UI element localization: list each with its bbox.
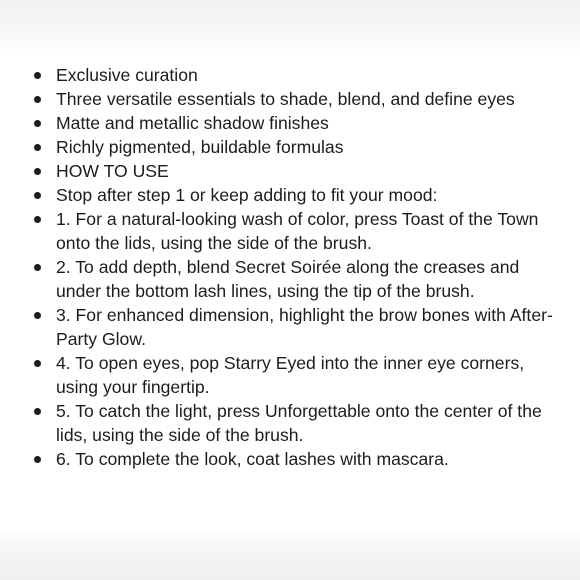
list-item-step [0, 351, 560, 399]
list-item [0, 183, 560, 207]
bullet-icon [34, 96, 41, 103]
bullet-icon [34, 216, 41, 223]
list-item [0, 63, 560, 87]
bullet-icon [34, 456, 41, 463]
bullet-icon [34, 264, 41, 271]
product-details-list [0, 63, 560, 471]
list-item-heading [0, 159, 560, 183]
list-item-step [0, 255, 560, 303]
list-item-step [0, 399, 560, 447]
list-item-text: 6. To complete the look, coat lashes with mascara. [56, 449, 449, 469]
list-item-step [0, 303, 560, 351]
bullet-icon [34, 144, 41, 151]
list-item-text: 3. For enhanced dimension, highlight the brow bones with After-Party Glow. [56, 305, 553, 349]
bottom-background-band [0, 528, 580, 580]
bullet-icon [34, 408, 41, 415]
list-item-text: 4. To open eyes, pop Starry Eyed into the inner eye corners, using your fingertip. [56, 353, 525, 397]
list-item-text: 2. To add depth, blend Secret Soirée along the creases and under the bottom lash lines, using the tip of the brush. [56, 257, 520, 301]
bullet-icon [34, 360, 41, 367]
product-details-panel [0, 52, 580, 528]
bullet-icon [34, 72, 41, 79]
list-item-step [0, 447, 560, 471]
list-item-text: Three versatile essentials to shade, blend, and define eyes [56, 89, 515, 109]
list-item [0, 111, 560, 135]
list-item-text: Exclusive curation [56, 65, 198, 85]
list-item-text: Stop after step 1 or keep adding to fit your mood: [56, 185, 438, 205]
list-item-text: 5. To catch the light, press Unforgettable onto the center of the lids, using the side of the brush. [56, 401, 542, 445]
list-item [0, 135, 560, 159]
bullet-icon [34, 312, 41, 319]
list-item-text: Richly pigmented, buildable formulas [56, 137, 344, 157]
list-item-text: Matte and metallic shadow finishes [56, 113, 329, 133]
list-item-text: HOW TO USE [56, 161, 169, 181]
bullet-icon [34, 168, 41, 175]
list-item-step [0, 207, 560, 255]
list-item [0, 87, 560, 111]
bullet-icon [34, 192, 41, 199]
top-background-band [0, 0, 580, 52]
bullet-icon [34, 120, 41, 127]
list-item-text: 1. For a natural-looking wash of color, press Toast of the Town onto the lids, using the side of the brush. [56, 209, 539, 253]
